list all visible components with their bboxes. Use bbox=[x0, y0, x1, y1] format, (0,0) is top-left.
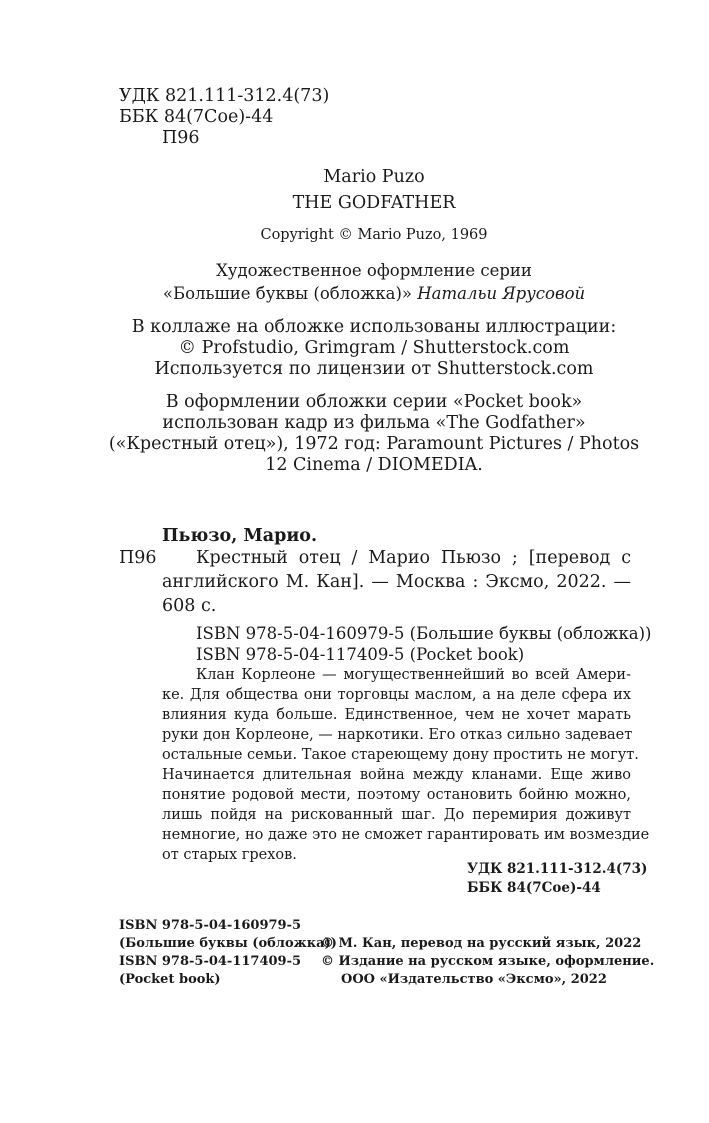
footer-isbn-line: ISBN 978-5-04-160979-5 bbox=[119, 918, 302, 933]
catalog-code: П96 bbox=[119, 548, 157, 568]
catalog-isbn1: ISBN 978-5-04-160979-5 (Большие буквы (обложка)) bbox=[196, 624, 652, 643]
annotation-line: от старых грехов. bbox=[162, 847, 297, 863]
annotation-line: влияния куда больше. Единственное, чем не хочет марать bbox=[162, 707, 631, 723]
series-design-line1: Художественное оформление серии bbox=[216, 261, 532, 280]
footer-copyright-line: © Издание на русском языке, оформление. bbox=[321, 954, 655, 969]
collage-line2: © Profstudio, Grimgram / Shutterstock.com bbox=[178, 338, 570, 358]
catalog-bbk: ББК 84(7Сое)-44 bbox=[467, 880, 601, 896]
annotation-line: Начинается длительная война между кланами. Еще живо bbox=[162, 767, 631, 783]
series-name: «Большие буквы (обложка)» bbox=[162, 284, 418, 303]
catalog-isbn2: ISBN 978-5-04-117409-5 (Pocket book) bbox=[196, 645, 525, 664]
footer-isbn-line: (Большие буквы (обложка)) bbox=[119, 936, 337, 951]
series-design-line2 bbox=[0, 284, 709, 303]
catalog-entry-line1: Крестный отец / Марио Пьюзо ; [перевод с bbox=[196, 548, 631, 568]
footer-isbn-line: (Pocket book) bbox=[119, 972, 221, 987]
annotation-line: немногие, но даже это не сможет гарантировать им возмездие bbox=[162, 827, 650, 843]
catalog-author-heading: Пьюзо, Марио. bbox=[162, 526, 318, 546]
pocket-line3: («Крестный отец»), 1972 год: Paramount Pictures / Photos bbox=[108, 434, 640, 454]
catalog-entry-line3: 608 с. bbox=[162, 596, 217, 616]
footer-isbn-line: ISBN 978-5-04-117409-5 bbox=[119, 954, 302, 969]
author-code: П96 bbox=[162, 128, 200, 148]
footer-copyright-line: © М. Кан, перевод на русский язык, 2022 bbox=[321, 936, 642, 951]
original-copyright: Copyright © Mario Puzo, 1969 bbox=[260, 227, 488, 243]
annotation-line: остальные семьи. Такое стареющему дону простить не могут. bbox=[162, 747, 639, 763]
annotation-line: Клан Корлеоне — могущественнейший во всей Амери- bbox=[196, 667, 631, 683]
pocket-line4: 12 Cinema / DIOMEDIA. bbox=[265, 455, 483, 475]
pocket-line1: В оформлении обложки серии «Pocket book» bbox=[165, 392, 583, 412]
collage-line1: В коллаже на обложке использованы иллюстрации: bbox=[131, 317, 617, 337]
annotation-line: ке. Для общества они торговцы маслом, а на деле сфера их bbox=[162, 687, 631, 703]
designer-name: Натальи Ярусовой bbox=[417, 284, 586, 303]
annotation-line: понятие родовой мести, поэтому остановить бойню можно, bbox=[162, 787, 631, 803]
pocket-line2: использован кадр из фильма «The Godfather» bbox=[162, 413, 586, 433]
catalog-udk: УДК 821.111-312.4(73) bbox=[467, 861, 648, 877]
original-title: THE GODFATHER bbox=[292, 193, 456, 213]
catalog-entry-line2: английского М. Кан]. — Москва : Эксмо, 2022. — bbox=[162, 572, 631, 592]
annotation-line: руки дон Корлеоне, — наркотики. Его отказ сильно задевает bbox=[162, 727, 633, 743]
annotation-line: лишь пойдя на рискованный шаг. До перемирия доживут bbox=[162, 807, 631, 823]
collage-line3: Используется по лицензии от Shutterstock.com bbox=[154, 359, 594, 379]
udk-code: УДК 821.111-312.4(73) bbox=[119, 86, 330, 106]
bbk-code: ББК 84(7Сое)-44 bbox=[119, 107, 274, 127]
original-author: Mario Puzo bbox=[323, 167, 425, 187]
footer-copyright-line: ООО «Издательство «Эксмо», 2022 bbox=[341, 972, 607, 987]
